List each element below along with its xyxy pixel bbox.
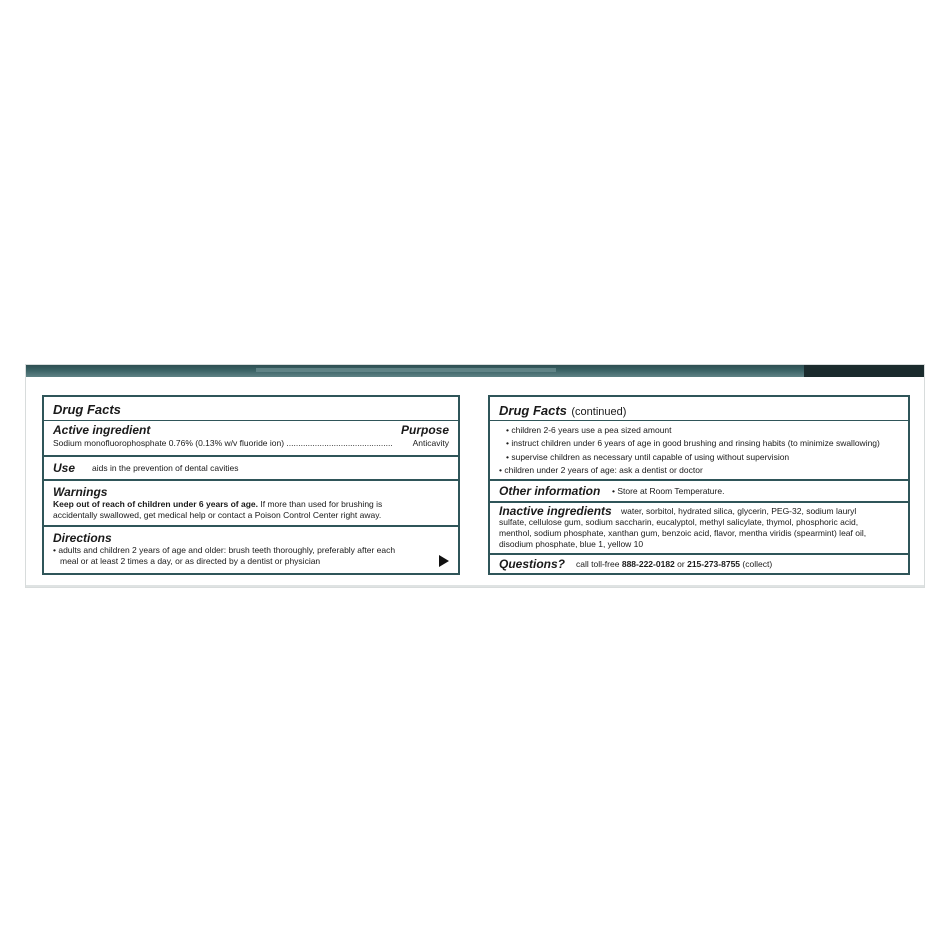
drug-facts-panel <box>42 395 460 575</box>
purpose-value: Anticavity <box>412 438 449 448</box>
questions-suffix: (collect) <box>742 559 773 569</box>
panel-title-continued: Drug Facts <box>499 403 567 418</box>
list-item: • instruct children under 6 years of age in good brushing and rinsing habits (to minimize swallowing) <box>506 438 880 449</box>
directions-line-2: meal or at least 2 times a day, or as directed by a dentist or physician <box>60 556 321 566</box>
directions-heading: Directions <box>53 531 112 545</box>
other-information-heading: Other information <box>499 484 601 498</box>
warnings-text-line-2: accidentally swallowed, get medical help or contact a Poison Control Center right away. <box>53 510 382 520</box>
questions-prefix: call toll-free <box>576 559 620 569</box>
drug-facts-continued-panel <box>488 395 910 575</box>
warnings-bold-text: Keep out of reach of children under 6 years of age. <box>53 499 258 509</box>
use-section <box>44 457 458 479</box>
inactive-ingredients-heading: Inactive ingredients <box>499 504 612 518</box>
use-heading: Use <box>53 461 76 475</box>
other-information-section <box>490 481 908 501</box>
phone-number-2: 215-273-8755 <box>687 559 741 569</box>
list-item: • children 2-6 years use a pea sized amount <box>506 425 672 436</box>
packaging-top-strip <box>26 365 924 377</box>
continued-label: (continued) <box>571 406 627 418</box>
questions-section <box>490 555 908 573</box>
inactive-ingredients-line-3: menthol, sodium phosphate, xanthan gum, benzoic acid, flavor, mentha viridis (spearmint) leaf oil, <box>499 528 867 538</box>
list-item: • supervise children as necessary until capable of using without supervision <box>506 452 789 463</box>
directions-section <box>44 527 458 573</box>
inactive-ingredients-line-1: water, sorbitol, hydrated silica, glycerin, PEG-32, sodium lauryl <box>621 506 857 516</box>
panel-title: Drug Facts <box>53 402 121 417</box>
drug-facts-label <box>26 365 924 587</box>
directions-line-1: • adults and children 2 years of age and older: brush teeth thoroughly, preferably after each <box>53 545 395 556</box>
other-information-text: • Store at Room Temperature. <box>612 486 724 497</box>
phone-number-1: 888-222-0182 <box>621 559 675 569</box>
directions-continued-section <box>490 397 908 484</box>
active-ingredient-heading: Active ingredient <box>53 423 151 437</box>
active-ingredient-line: Sodium monofluorophosphate 0.76% (0.13% w/v fluoride ion) ............................................. <box>53 438 393 448</box>
play-triangle-icon <box>438 555 450 567</box>
warnings-heading: Warnings <box>53 485 108 499</box>
inactive-ingredients-line-2: sulfate, cellulose gum, sodium saccharin, eucalyptol, methyl salicylate, thymol, phosphoric acid, <box>499 517 859 527</box>
active-ingredient-section <box>44 397 458 455</box>
warnings-section <box>44 481 458 525</box>
inactive-ingredients-section <box>490 503 908 553</box>
use-text: aids in the prevention of dental cavities <box>92 463 239 473</box>
questions-or: or <box>677 559 685 569</box>
purpose-heading: Purpose <box>400 423 449 437</box>
list-item: • children under 2 years of age: ask a dentist or doctor <box>499 465 703 476</box>
warnings-text: If more than used for brushing is <box>260 499 383 509</box>
questions-heading: Questions? <box>499 557 566 571</box>
inactive-ingredients-line-4: disodium phosphate, blue 1, yellow 10 <box>499 539 644 549</box>
